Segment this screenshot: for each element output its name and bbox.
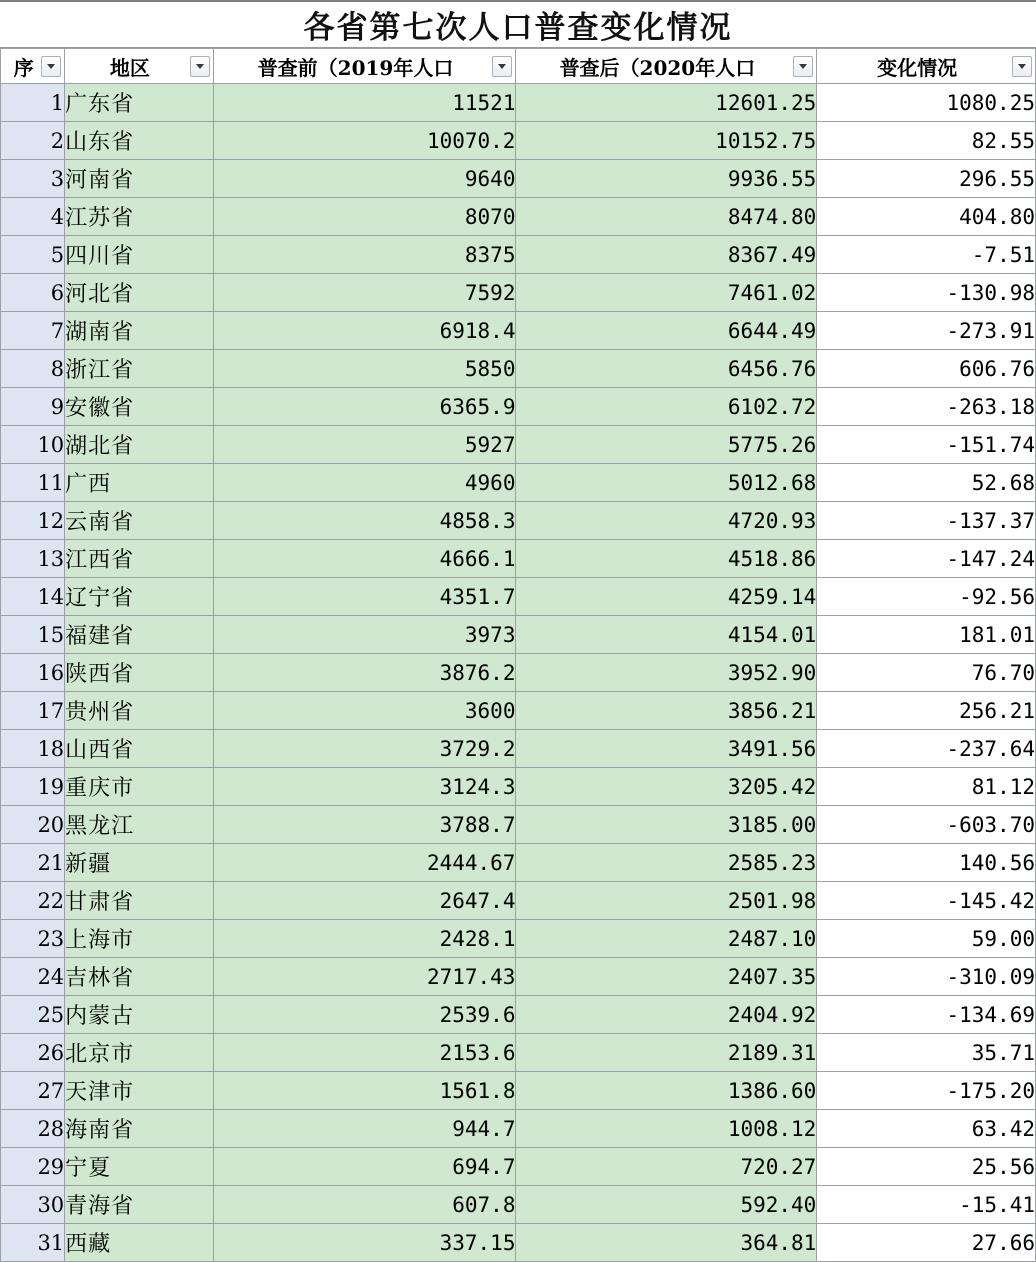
cell-region[interactable]: 贵州省 [65, 692, 213, 730]
cell-before[interactable]: 8070 [213, 198, 516, 236]
cell-region[interactable]: 内蒙古 [65, 996, 213, 1034]
cell-index[interactable]: 1 [1, 84, 65, 122]
cell-before[interactable]: 7592 [213, 274, 516, 312]
cell-after[interactable]: 720.27 [516, 1148, 817, 1186]
filter-dropdown-change[interactable] [1012, 56, 1032, 77]
cell-change[interactable]: -603.70 [817, 806, 1036, 844]
cell-change[interactable]: 1080.25 [817, 84, 1036, 122]
cell-after[interactable]: 3952.90 [516, 654, 817, 692]
cell-region[interactable]: 山东省 [65, 122, 213, 160]
cell-after[interactable]: 2501.98 [516, 882, 817, 920]
table-row [1, 1224, 1036, 1262]
cell-after[interactable]: 8474.80 [516, 198, 817, 236]
cell-region[interactable]: 江苏省 [65, 198, 213, 236]
table-row [1, 198, 1036, 236]
cell-region[interactable]: 辽宁省 [65, 578, 213, 616]
cell-change[interactable]: 404.80 [817, 198, 1036, 236]
table-row [1, 1072, 1036, 1110]
table-row [1, 350, 1036, 388]
cell-after[interactable]: 1386.60 [516, 1072, 817, 1110]
cell-region[interactable]: 河南省 [65, 160, 213, 198]
cell-before[interactable]: 1561.8 [213, 1072, 516, 1110]
cell-after[interactable]: 2404.92 [516, 996, 817, 1034]
cell-before[interactable]: 6365.9 [213, 388, 516, 426]
cell-before[interactable]: 4351.7 [213, 578, 516, 616]
cell-before[interactable]: 3600 [213, 692, 516, 730]
table-row [1, 312, 1036, 350]
cell-change[interactable]: -7.51 [817, 236, 1036, 274]
cell-region[interactable]: 福建省 [65, 616, 213, 654]
table-row [1, 160, 1036, 198]
table-row [1, 84, 1036, 122]
cell-after[interactable]: 6644.49 [516, 312, 817, 350]
cell-region[interactable]: 北京市 [65, 1034, 213, 1072]
cell-index[interactable]: 14 [1, 578, 65, 616]
cell-index[interactable]: 13 [1, 540, 65, 578]
cell-before[interactable]: 2647.4 [213, 882, 516, 920]
cell-before[interactable]: 5927 [213, 426, 516, 464]
cell-change[interactable]: 256.21 [817, 692, 1036, 730]
cell-index[interactable]: 20 [1, 806, 65, 844]
cell-change[interactable]: 25.56 [817, 1148, 1036, 1186]
table-row [1, 616, 1036, 654]
table-row [1, 844, 1036, 882]
cell-region[interactable]: 天津市 [65, 1072, 213, 1110]
cell-region[interactable]: 宁夏 [65, 1148, 213, 1186]
cell-index[interactable]: 5 [1, 236, 65, 274]
table-row [1, 882, 1036, 920]
cell-index[interactable]: 31 [1, 1224, 65, 1262]
cell-change[interactable]: 181.01 [817, 616, 1036, 654]
cell-region[interactable]: 云南省 [65, 502, 213, 540]
cell-change[interactable]: 59.00 [817, 920, 1036, 958]
column-header-change-label: 变化情况 [877, 55, 958, 80]
chevron-down-icon [1018, 64, 1026, 69]
cell-region[interactable]: 上海市 [65, 920, 213, 958]
table-row [1, 578, 1036, 616]
cell-index[interactable]: 8 [1, 350, 65, 388]
table-row [1, 1034, 1036, 1072]
table-row [1, 540, 1036, 578]
cell-before[interactable]: 10070.2 [213, 122, 516, 160]
cell-region[interactable]: 广东省 [65, 84, 213, 122]
chevron-down-icon [498, 64, 506, 69]
cell-before[interactable]: 944.7 [213, 1110, 516, 1148]
cell-after[interactable]: 4720.93 [516, 502, 817, 540]
table-row [1, 1186, 1036, 1224]
table-row [1, 1110, 1036, 1148]
cell-index[interactable]: 22 [1, 882, 65, 920]
cell-change[interactable]: 35.71 [817, 1034, 1036, 1072]
cell-index[interactable]: 30 [1, 1186, 65, 1224]
column-header-index-label: 序 [13, 55, 34, 80]
cell-before[interactable]: 4858.3 [213, 502, 516, 540]
cell-index[interactable]: 15 [1, 616, 65, 654]
cell-after[interactable]: 3491.56 [516, 730, 817, 768]
cell-change[interactable]: 81.12 [817, 768, 1036, 806]
cell-before[interactable]: 3124.3 [213, 768, 516, 806]
table-row [1, 502, 1036, 540]
cell-change[interactable]: -147.24 [817, 540, 1036, 578]
cell-before[interactable]: 9640 [213, 160, 516, 198]
cell-index[interactable]: 2 [1, 122, 65, 160]
cell-region[interactable]: 四川省 [65, 236, 213, 274]
cell-index[interactable]: 17 [1, 692, 65, 730]
cell-after[interactable]: 12601.25 [516, 84, 817, 122]
cell-index[interactable]: 21 [1, 844, 65, 882]
page-title: 各省第七次人口普查变化情况 [303, 10, 733, 46]
cell-index[interactable]: 18 [1, 730, 65, 768]
table-row [1, 692, 1036, 730]
cell-region[interactable]: 陕西省 [65, 654, 213, 692]
cell-after[interactable]: 6456.76 [516, 350, 817, 388]
table-row [1, 654, 1036, 692]
cell-change[interactable]: 63.42 [817, 1110, 1036, 1148]
cell-index[interactable]: 10 [1, 426, 65, 464]
cell-before[interactable]: 3876.2 [213, 654, 516, 692]
cell-after[interactable]: 364.81 [516, 1224, 817, 1262]
cell-change[interactable]: -92.56 [817, 578, 1036, 616]
cell-after[interactable]: 6102.72 [516, 388, 817, 426]
cell-region[interactable]: 海南省 [65, 1110, 213, 1148]
chevron-down-icon [196, 64, 204, 69]
cell-index[interactable]: 3 [1, 160, 65, 198]
column-header-change [817, 49, 1036, 84]
cell-change[interactable]: -145.42 [817, 882, 1036, 920]
cell-before[interactable]: 2539.6 [213, 996, 516, 1034]
cell-before[interactable]: 4960 [213, 464, 516, 502]
table-row [1, 236, 1036, 274]
table-row [1, 730, 1036, 768]
cell-after[interactable]: 5775.26 [516, 426, 817, 464]
cell-after[interactable]: 1008.12 [516, 1110, 817, 1148]
table-row [1, 464, 1036, 502]
cell-before[interactable]: 6918.4 [213, 312, 516, 350]
cell-change[interactable]: -175.20 [817, 1072, 1036, 1110]
cell-after[interactable]: 2487.10 [516, 920, 817, 958]
cell-change[interactable]: 52.68 [817, 464, 1036, 502]
cell-change[interactable]: -151.74 [817, 426, 1036, 464]
cell-before[interactable]: 4666.1 [213, 540, 516, 578]
cell-before[interactable]: 3729.2 [213, 730, 516, 768]
cell-index[interactable]: 7 [1, 312, 65, 350]
cell-change[interactable]: -273.91 [817, 312, 1036, 350]
table-header-row [1, 49, 1036, 84]
cell-before[interactable]: 2717.43 [213, 958, 516, 996]
cell-region[interactable]: 湖北省 [65, 426, 213, 464]
cell-region[interactable]: 重庆市 [65, 768, 213, 806]
cell-before[interactable]: 5850 [213, 350, 516, 388]
cell-after[interactable]: 3205.42 [516, 768, 817, 806]
cell-index[interactable]: 4 [1, 198, 65, 236]
title-row [0, 0, 1036, 48]
cell-index[interactable]: 29 [1, 1148, 65, 1186]
cell-change[interactable]: -310.09 [817, 958, 1036, 996]
cell-after[interactable]: 2585.23 [516, 844, 817, 882]
cell-change[interactable]: 76.70 [817, 654, 1036, 692]
cell-region[interactable]: 广西 [65, 464, 213, 502]
cell-before[interactable]: 2153.6 [213, 1034, 516, 1072]
cell-index[interactable]: 19 [1, 768, 65, 806]
cell-index[interactable]: 24 [1, 958, 65, 996]
table-row [1, 274, 1036, 312]
cell-before[interactable]: 11521 [213, 84, 516, 122]
cell-index[interactable]: 6 [1, 274, 65, 312]
cell-before[interactable]: 607.8 [213, 1186, 516, 1224]
column-header-before-label: 普查前（2019年人口 [257, 55, 454, 80]
cell-after[interactable]: 4259.14 [516, 578, 817, 616]
cell-region[interactable]: 安徽省 [65, 388, 213, 426]
filter-dropdown-region[interactable] [190, 56, 210, 77]
cell-region[interactable]: 江西省 [65, 540, 213, 578]
cell-change[interactable]: 296.55 [817, 160, 1036, 198]
chevron-down-icon [47, 64, 55, 69]
cell-index[interactable]: 11 [1, 464, 65, 502]
cell-before[interactable]: 3788.7 [213, 806, 516, 844]
cell-region[interactable]: 吉林省 [65, 958, 213, 996]
cell-index[interactable]: 27 [1, 1072, 65, 1110]
cell-change[interactable]: -130.98 [817, 274, 1036, 312]
chevron-down-icon [799, 64, 807, 69]
data-table [0, 48, 1036, 1262]
cell-index[interactable]: 26 [1, 1034, 65, 1072]
cell-change[interactable]: -15.41 [817, 1186, 1036, 1224]
cell-after[interactable]: 592.40 [516, 1186, 817, 1224]
table-row [1, 958, 1036, 996]
cell-before[interactable]: 8375 [213, 236, 516, 274]
cell-region[interactable]: 新疆 [65, 844, 213, 882]
column-header-after [516, 49, 817, 84]
column-header-region-label: 地区 [109, 55, 150, 80]
cell-after[interactable]: 4154.01 [516, 616, 817, 654]
cell-before[interactable]: 337.15 [213, 1224, 516, 1262]
column-header-after-label: 普查后（2020年人口 [559, 55, 756, 80]
cell-before[interactable]: 2428.1 [213, 920, 516, 958]
table-row [1, 806, 1036, 844]
table-row [1, 122, 1036, 160]
cell-before[interactable]: 3973 [213, 616, 516, 654]
cell-change[interactable]: -263.18 [817, 388, 1036, 426]
cell-before[interactable]: 694.7 [213, 1148, 516, 1186]
cell-region[interactable]: 湖南省 [65, 312, 213, 350]
column-header-region [65, 49, 213, 84]
cell-after[interactable]: 7461.02 [516, 274, 817, 312]
cell-region[interactable]: 黑龙江 [65, 806, 213, 844]
table-row [1, 996, 1036, 1034]
cell-after[interactable]: 3185.00 [516, 806, 817, 844]
cell-after[interactable]: 10152.75 [516, 122, 817, 160]
cell-region[interactable]: 甘肃省 [65, 882, 213, 920]
table-row [1, 426, 1036, 464]
table-row [1, 920, 1036, 958]
filter-dropdown-after[interactable] [793, 56, 813, 77]
table-row [1, 768, 1036, 806]
cell-after[interactable]: 3856.21 [516, 692, 817, 730]
column-header-index [1, 49, 65, 84]
cell-change[interactable]: 140.56 [817, 844, 1036, 882]
column-header-before [213, 49, 516, 84]
table-row [1, 1148, 1036, 1186]
cell-region[interactable]: 浙江省 [65, 350, 213, 388]
cell-after[interactable]: 2407.35 [516, 958, 817, 996]
cell-region[interactable]: 西藏 [65, 1224, 213, 1262]
filter-dropdown-before[interactable] [492, 56, 512, 77]
cell-index[interactable]: 23 [1, 920, 65, 958]
cell-after[interactable]: 2189.31 [516, 1034, 817, 1072]
cell-change[interactable]: 82.55 [817, 122, 1036, 160]
cell-before[interactable]: 2444.67 [213, 844, 516, 882]
cell-region[interactable]: 青海省 [65, 1186, 213, 1224]
table-row [1, 388, 1036, 426]
cell-index[interactable]: 9 [1, 388, 65, 426]
cell-region[interactable]: 山西省 [65, 730, 213, 768]
cell-after[interactable]: 8367.49 [516, 236, 817, 274]
cell-after[interactable]: 5012.68 [516, 464, 817, 502]
cell-change[interactable]: -134.69 [817, 996, 1036, 1034]
cell-change[interactable]: -237.64 [817, 730, 1036, 768]
cell-after[interactable]: 4518.86 [516, 540, 817, 578]
cell-index[interactable]: 28 [1, 1110, 65, 1148]
cell-after[interactable]: 9936.55 [516, 160, 817, 198]
cell-change[interactable]: 606.76 [817, 350, 1036, 388]
filter-dropdown-index[interactable] [41, 56, 61, 77]
cell-change[interactable]: 27.66 [817, 1224, 1036, 1262]
cell-index[interactable]: 12 [1, 502, 65, 540]
cell-region[interactable]: 河北省 [65, 274, 213, 312]
cell-index[interactable]: 25 [1, 996, 65, 1034]
cell-index[interactable]: 16 [1, 654, 65, 692]
cell-change[interactable]: -137.37 [817, 502, 1036, 540]
